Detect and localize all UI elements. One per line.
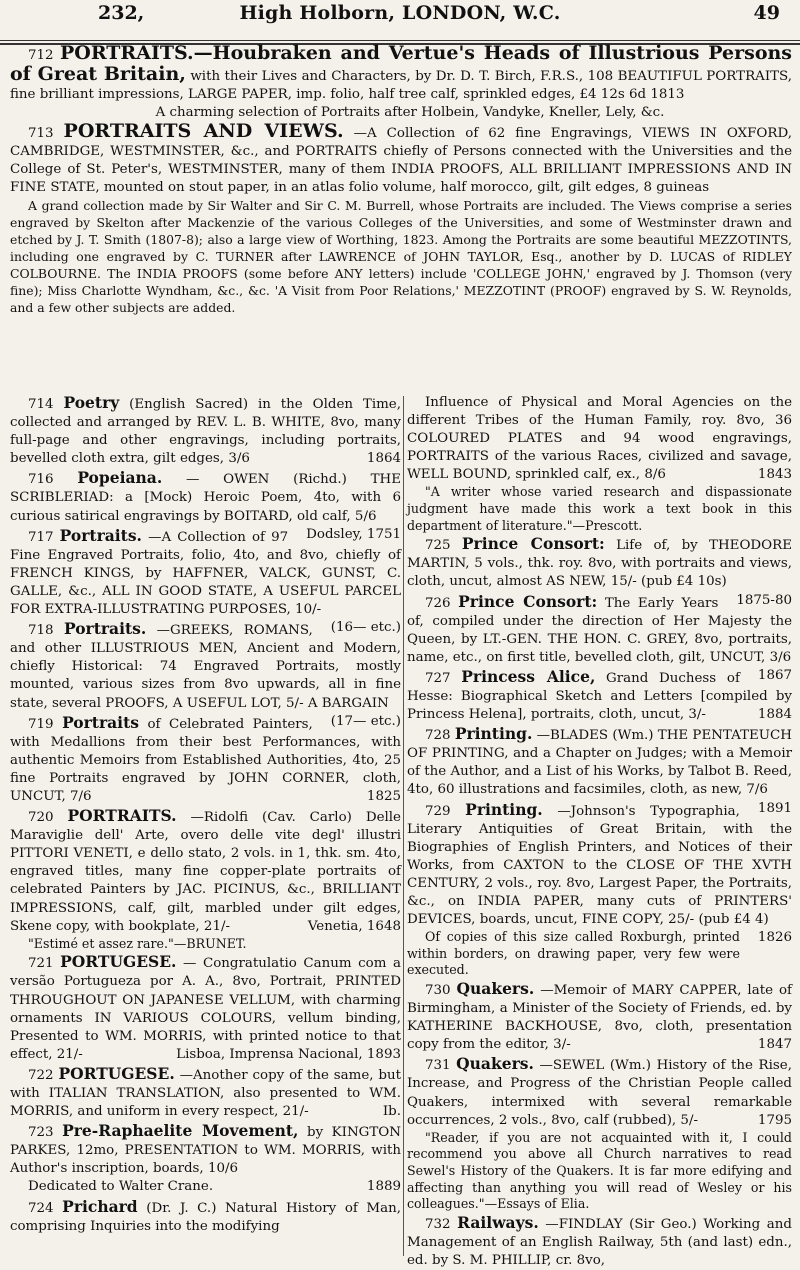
entry-body: (English Sacred) in the Olden Time, collected and arranged by REV. L. B. WHITE, 8vo, many full-page and other engravings, including portraits, bevelled cloth extra, gilt edges, 3/6 xyxy=(10,397,401,467)
entry-title: Portraits. xyxy=(63,619,147,639)
entry-title: Printing. xyxy=(454,724,533,744)
entry-body: — Congratulatio Canum com a versão Portugueza por A. A., 8vo, Portrait, PRINTED THROUGHOUT ON JAPANESE VELLUM, with charming ornaments IN VARIOUS COLOURS, vellum binding, Presented to WM. MORRIS, with printed notice to that effect, 21/- xyxy=(10,956,401,1062)
entry-date: (16— etc.) xyxy=(330,620,401,636)
catalogue-entry xyxy=(10,1198,401,1236)
entry-date: 1884 xyxy=(757,707,792,723)
lot-number: 732 xyxy=(425,1216,451,1232)
lot-number: 714 xyxy=(28,397,54,412)
lot-number: 720 xyxy=(28,810,54,826)
entry-title: Poetry xyxy=(63,393,120,412)
catalogue-entry xyxy=(407,394,792,484)
column-divider xyxy=(403,396,404,1256)
lot-number: 725 xyxy=(425,538,451,554)
entry-date: Dodsley, 1751 xyxy=(306,526,401,542)
entry-title: PORTRAITS.—Houbraken and Vertue's Heads of Illustrious Persons of Great Britain, xyxy=(10,42,793,85)
entry-body: —Another copy of the same, but with ITALIAN TRANSLATION, also presented to WM. MORRIS, and uniform in every respect, 21/- xyxy=(10,1067,401,1120)
entry-body: Life of, by THEODORE MARTIN, 5 vols., thk. roy. 8vo, with portraits and views, cloth, uncut, almost AS NEW, 15/- (pub £4 10s) xyxy=(407,538,792,590)
entry-body: Influence of Physical and Moral Agencies on the different Tribes of the Human Family, roy. 8vo, 36 COLOURED PLATES and 94 wood engravings, PORTRAITS of the various Races, civilized and savage, WELL BOUND, sprinkled calf, ex., 8/6 xyxy=(407,395,792,483)
lot-number: 724 xyxy=(28,1200,54,1216)
entry-title: Popeiana. xyxy=(77,468,163,488)
entry-title: Railways. xyxy=(457,1212,539,1232)
entry-date: 1875-80 xyxy=(736,592,792,608)
lot-number: 716 xyxy=(28,472,54,488)
catalogue-entry xyxy=(10,807,401,936)
entry-title: Prichard xyxy=(62,1196,138,1216)
lot-number: 729 xyxy=(425,803,451,819)
catalogue-entry xyxy=(407,980,792,1054)
entry-quote: "Reader, if you are not acquainted with it, I could recommend you above all Church narratives to read Sewel's History of the Quakers. It is far more edifying and affecting than anything you will read of Wesley or his colleagues."—Essays of Elia. xyxy=(407,1129,792,1212)
catalogue-entry xyxy=(407,668,792,724)
lot-number: 713 xyxy=(28,126,54,141)
entry-date: 1825 xyxy=(366,788,401,804)
entry-body: by KINGTON PARKES, 12mo, PRESENTATION to WM. MORRIS, with Author's inscription, boards, 10/6 xyxy=(10,1125,402,1177)
entry-date: 1864 xyxy=(366,451,401,467)
entry-body: — OWEN (Richd.) THE SCRIBLERIAD: a [Mock) Heroic Poem, 4to, with 6 curious satirical engravings by BOITARD, old calf, 5/6 xyxy=(10,472,401,524)
entry-body: Grand Duchess of Hesse: Biographical Sketch and Letters [compiled by Princess Helena], portraits, cloth, uncut, 3/- xyxy=(407,670,792,723)
entry-713 xyxy=(10,122,792,197)
lot-number: 731 xyxy=(425,1058,451,1074)
entry-body: of Celebrated Painters, with Medallions from their best Performances, with authentic Memoirs from Established Authorities, 4to, 25 fine Portraits engraved by JOHN CORNER, cloth, UNCUT, 7/6 xyxy=(10,716,401,804)
lot-number: 723 xyxy=(28,1125,54,1141)
entry-date: 1795 xyxy=(757,1112,792,1128)
entry-quote: "A writer whose varied research and dispassionate judgment have made this work a text book in this department of literature."—Prescott. xyxy=(407,484,792,533)
entry-body: —SEWEL (Wm.) History of the Rise, Increase, and Progress of the Christian People called Quakers, intermixed with several remarkable occurrences, 2 vols., 8vo, calf (rubbed), 5/- xyxy=(407,1058,792,1128)
full-width-entries xyxy=(10,44,792,316)
entry-body: —FINDLAY (Sir Geo.) Working and Management of an English Railway, 5th (and last) edn., ed. by S. M. PHILLIP, cr. 8vo, xyxy=(407,1216,792,1268)
entry-body: (Dr. J. C.) Natural History of Man, comprising Inquiries into the modifying xyxy=(10,1200,402,1234)
lot-number: 717 xyxy=(28,529,54,545)
entry-date: Venetia, 1648 xyxy=(307,918,401,934)
header-number: 232, xyxy=(98,2,145,24)
entry-body: —BLADES (Wm.) THE PENTATEUCH OF PRINTING, and a Chapter on Judges; with a Memoir of the Author, and a List of his Works, by Talbot B. Reed, 4to, 60 illustrations and facsimiles, cloth, as new, 7/6 xyxy=(407,728,792,798)
lot-number: 726 xyxy=(425,595,451,611)
entry-title: PORTRAITS AND VIEWS. xyxy=(63,120,344,142)
lot-number: 712 xyxy=(28,48,54,63)
entry-body: with their Lives and Characters, by Dr. D. T. Birch, F.R.S., 108 BEAUTIFUL PORTRAITS, fine brilliant impressions, LARGE PAPER, imp. folio, half tree calf, sprinkled edges, £4 12s 6d 1813 xyxy=(10,69,792,102)
lot-number: 727 xyxy=(425,670,451,686)
entry-title: PORTUGESE. xyxy=(60,952,177,972)
header-title: High Holborn, LONDON, W.C. xyxy=(239,2,561,24)
entry-note: A charming selection of Portraits after Holbein, Vandyke, Kneller, Lely, &c. xyxy=(155,105,665,120)
lot-number: 730 xyxy=(425,983,451,998)
entry-note-line xyxy=(10,1178,401,1196)
entry-body: —Ridolfi (Cav. Carlo) Delle Maraviglie dell' Arte, overo delle vite degl' illustri PITTORI VENETI, e dello stato, 2 vols. in 1, thk. sm. 4to, engraved titles, many fine copper-plate portraits of celebrated Painters by JAC. PICINUS, &c., BRILLIANT IMPRESSIONS, calf, gilt, marbled under gilt edges, Skene copy, with bookplate, 21/- xyxy=(10,810,401,934)
left-column xyxy=(10,393,401,1236)
entry-date: 1843 xyxy=(757,467,792,483)
entry-date: 1891 xyxy=(757,800,792,816)
entry-date: 1847 xyxy=(757,1037,792,1053)
entry-body: —Johnson's Typographia, Literary Antiquities of Great Britain, with the Biographies of English Printers, and Notices of their Works, from CAXTON to the CLOSE OF THE XVTH CENTURY, 2 vols., roy. 8vo, Largest Paper, the Portraits, &c., on INDIA PAPER, many cuts of PRINTERS' DEVICES, boards, uncut, FINE COPY, 25/- (pub £4 4) xyxy=(407,803,792,928)
entry-note: Dedicated to Walter Crane. xyxy=(28,1179,214,1195)
catalogue-entry xyxy=(407,799,792,946)
entry-title: Prince Consort: xyxy=(461,534,605,554)
entry-title: Pre-Raphaelite Movement, xyxy=(62,1121,299,1141)
entry-title: Portraits xyxy=(62,712,139,732)
catalogue-entry xyxy=(10,953,401,1064)
entry-date: Lisboa, Imprensa Nacional, 1893 xyxy=(176,1046,401,1062)
entry-date: Ib. xyxy=(382,1104,401,1120)
lot-number: 721 xyxy=(28,956,54,972)
entry-body: —Memoir of MARY CAPPER, late of Birmingham, a Minister of the Society of Friends, ed. by KATHERINE BACKHOUSE, 8vo, cloth, presentation copy from the editor, 3/- xyxy=(407,983,792,1053)
entry-title: PORTUGESE. xyxy=(58,1063,175,1083)
entry-body: —GREEKS, ROMANS, and other ILLUSTRIOUS MEN, Ancient and Modern, chiefly Historical: 74 Engraved Portraits, mostly mounted, various sizes from 8vo upwards, all in fine state, several PROOFS, A USEFUL LOT, 5/- A BARGAIN xyxy=(10,623,401,711)
lot-number: 719 xyxy=(28,716,54,732)
catalogue-entry xyxy=(10,1122,401,1178)
catalogue-entry xyxy=(407,1214,792,1270)
catalogue-entry xyxy=(10,1065,401,1121)
entry-quote: "Estimé et assez rare."—BRUNET. xyxy=(28,935,247,951)
entry-description: A grand collection made by Sir Walter and Sir C. M. Burrell, whose Portraits are included. The Views comprise a series engraved by Skelton after Mackenzie of the various Colleges of the Universities, and some of Westminster drawn and etched by J. T. Smith (1807-8); also a large view of Worthing, 1823. Among the Portraits are some beautiful MEZZOTINTS, including one engraved by C. TURNER after LAWRENCE of JOHN TAYLOR, Esq., another by D. LUCAS of RIDLEY COLBOURNE. The INDIA PROOFS (some before ANY letters) include 'COLLEGE JOHN,' engraved by J. Thomson (very fine); Miss Charlotte Wyndham, &c., &c. 'A Visit from Poor Relations,' MEZZOTINT (PROOF) engraved by S. W. Reynolds, and a few other subjects are added. xyxy=(10,198,792,315)
entry-title: Printing. xyxy=(465,799,543,819)
entry-title: Portraits. xyxy=(59,525,142,545)
catalogue-entry xyxy=(407,1055,792,1129)
entry-note: Of copies of this size called Roxburgh, printed within borders, on drawing paper, very few were executed. xyxy=(407,929,740,978)
entry-body: The Early Years of, compiled under the direction of Her Majesty the Queen, by LT.-GEN. THE HON. C. GREY, 8vo, portraits, name, etc., on first title, bevelled cloth, gilt, UNCUT, 3/6 xyxy=(407,595,792,665)
page-header xyxy=(0,0,800,44)
entry-body: —A Collection of 62 fine Engravings, VIEWS IN OXFORD, CAMBRIDGE, WESTMINSTER, &c., and PORTRAITS chiefly of Persons connected with the Universities and the College of St. Peter's, WESTMINSTER, many of them INDIA PROOFS, ALL BRILLIANT IMPRESSIONS AND IN FINE STATE, mounted on stout paper, in an atlas folio volume, half morocco, gilt, gilt edges, 8 guineas xyxy=(10,126,792,195)
entry-712 xyxy=(10,44,792,104)
lot-number: 718 xyxy=(28,623,54,639)
entry-title: Quakers. xyxy=(456,979,535,998)
entry-title: PORTRAITS. xyxy=(67,806,177,826)
entry-body: —A Collection of 97 Fine Engraved Portraits, folio, 4to, and 8vo, chiefly of FRENCH KINGS, by HAFFNER, VALCK, GUNST, C. GALLE, &c., ALL IN GOOD STATE, A USEFUL PARCEL FOR EXTRA-ILLUSTRATING PURPOSES, 10/- xyxy=(10,529,401,618)
entry-date: 1867 xyxy=(757,667,792,683)
header-rule xyxy=(0,40,800,41)
catalogue-entry xyxy=(10,394,401,468)
right-column xyxy=(407,393,792,1270)
entry-date: (17— etc.) xyxy=(330,713,401,729)
entry-date: 1826 xyxy=(757,930,792,946)
entry-title: Quakers. xyxy=(456,1054,534,1074)
entry-title: Princess Alice, xyxy=(461,666,596,686)
page-number: 49 xyxy=(753,2,780,24)
entry-date: 1889 xyxy=(366,1179,401,1195)
entry-title: Prince Consort: xyxy=(458,591,598,611)
lot-number: 728 xyxy=(425,728,451,744)
lot-number: 722 xyxy=(28,1067,54,1083)
